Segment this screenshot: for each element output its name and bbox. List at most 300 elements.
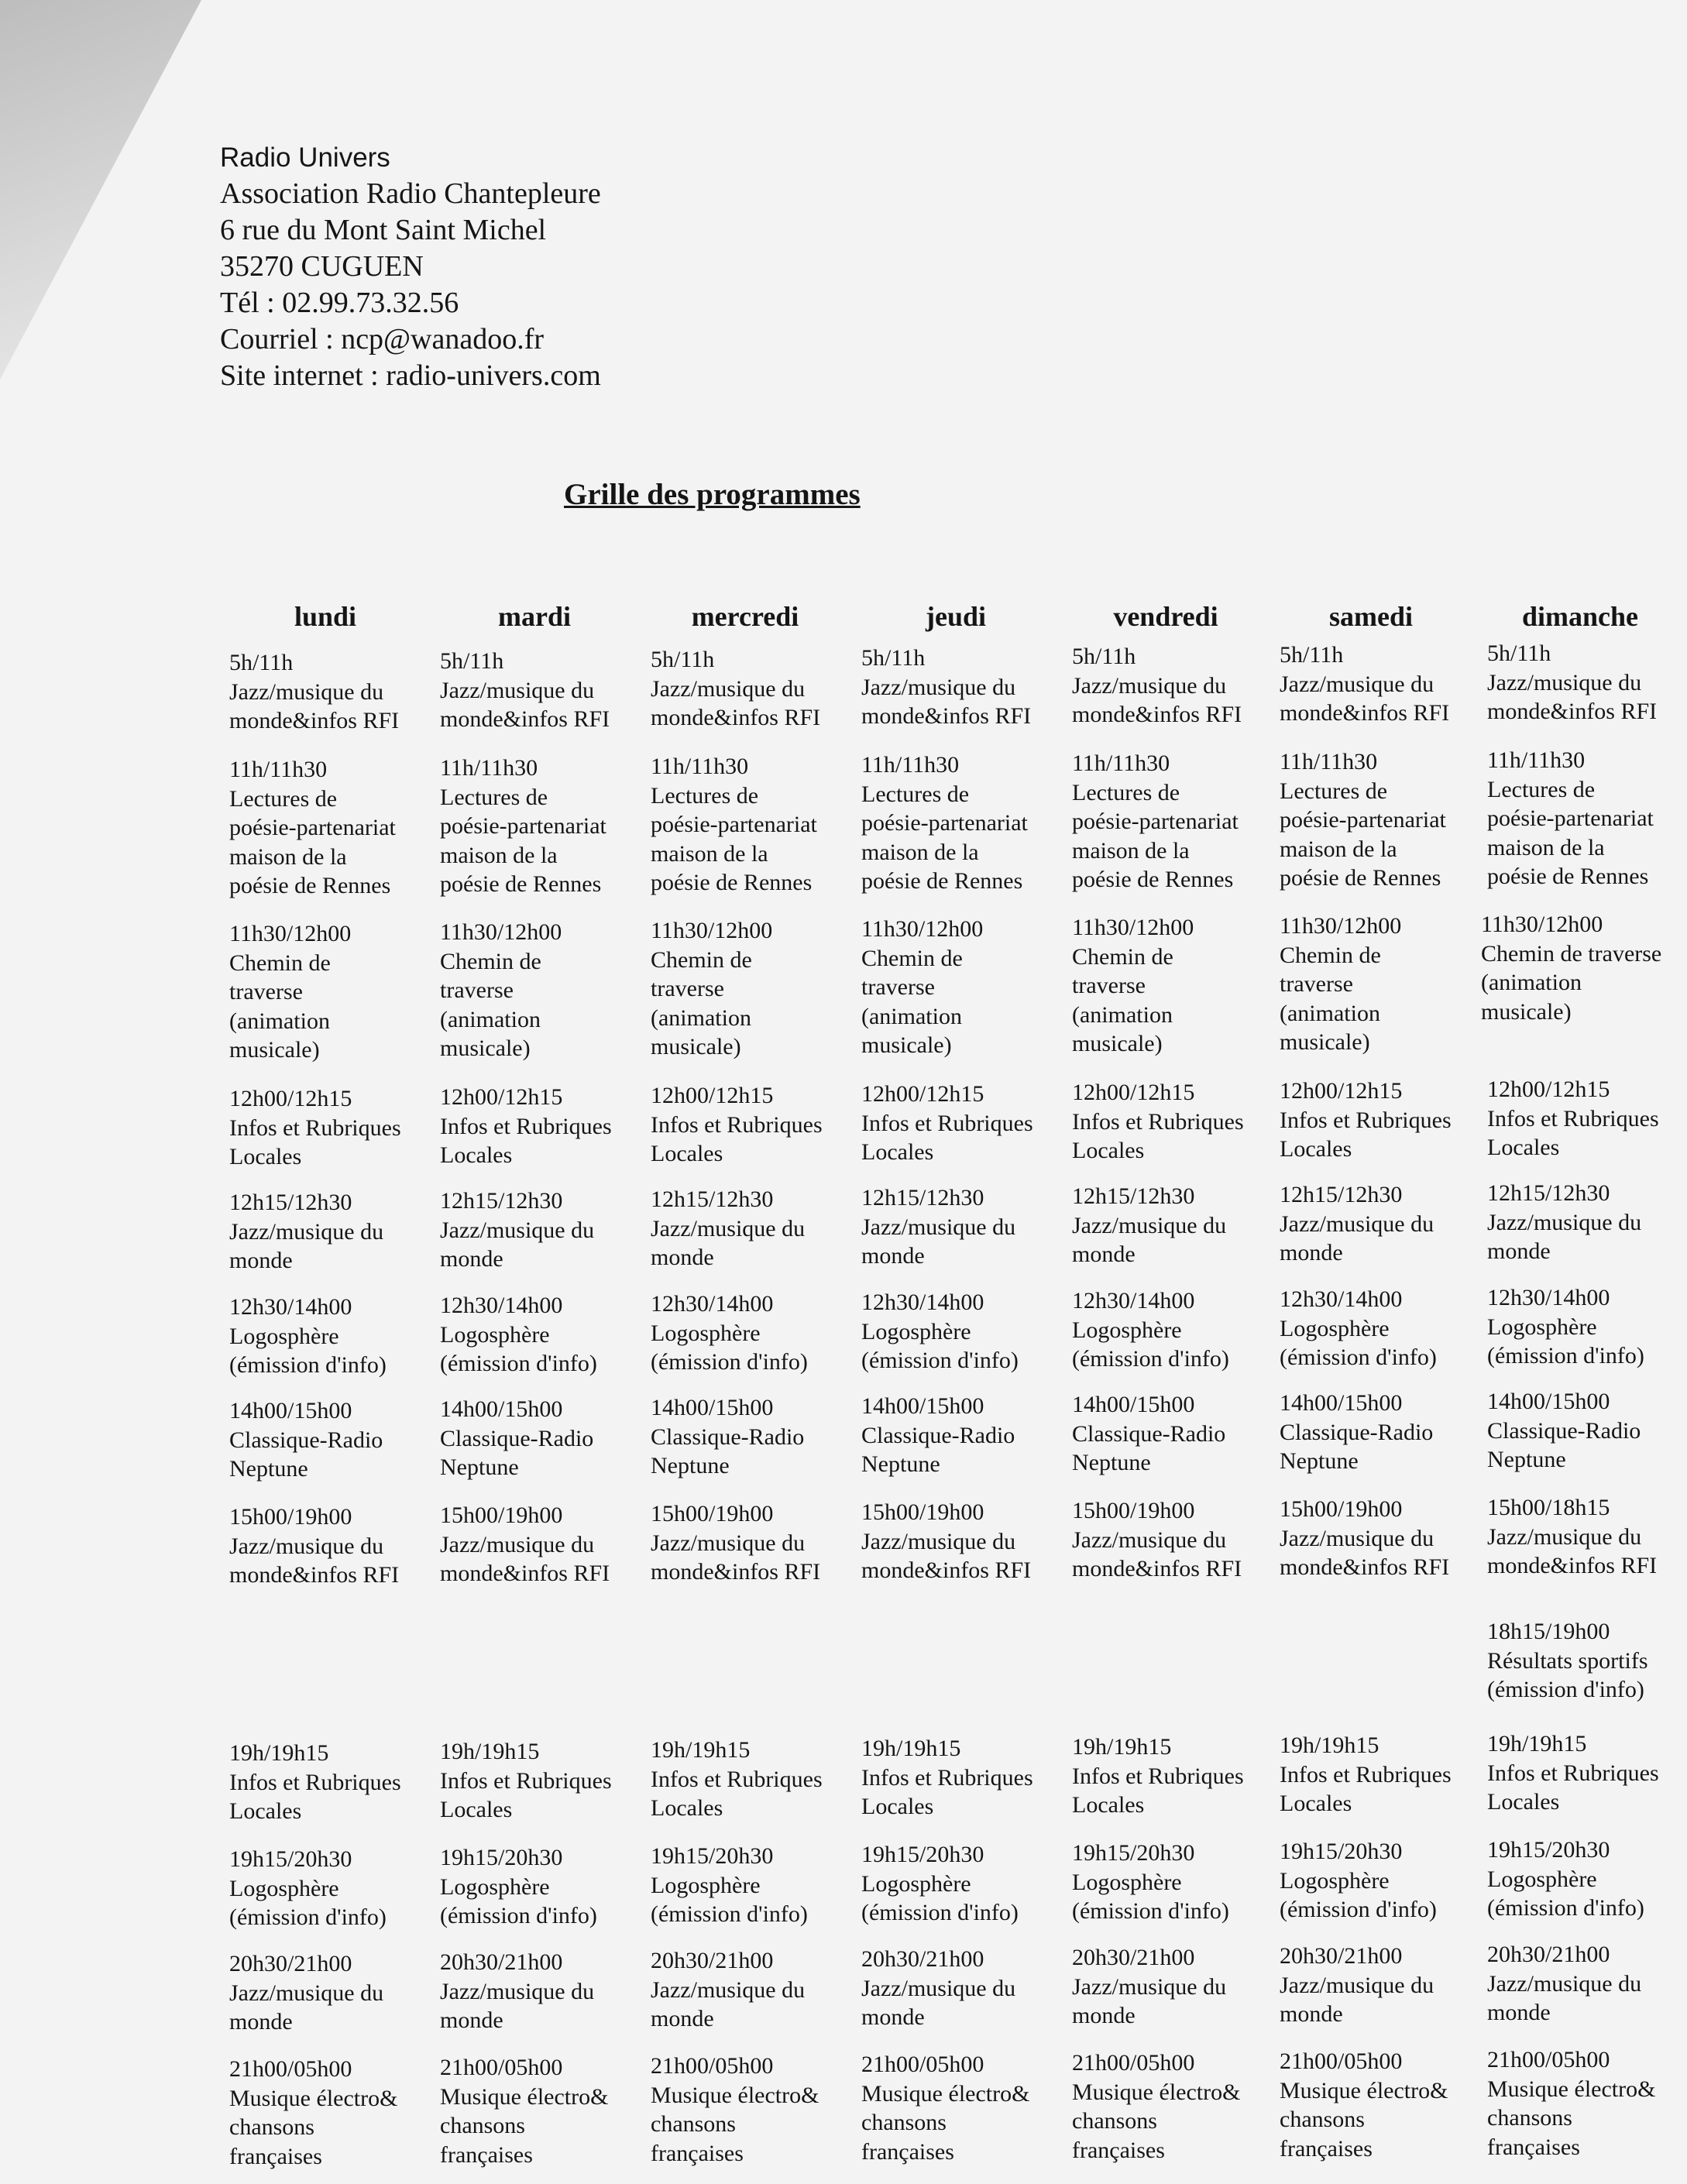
program-time: 19h15/20h30 [229,1846,352,1872]
program-line: monde&infos RFI [651,705,821,730]
program-line: poésie-partenariat [1487,805,1654,831]
program-time: 12h30/14h00 [651,1291,774,1317]
program-time: 11h/11h30 [229,757,328,782]
program-line: Logosphère [651,1320,761,1346]
program-line: (émission d'info) [1487,1677,1644,1702]
program-time: 11h/11h30 [1280,749,1378,774]
program-line: monde&infos RFI [1280,1554,1450,1580]
program-cell [1280,1731,1485,1818]
program-line: poésie-partenariat [440,813,606,839]
program-time: 19h/19h15 [1072,1734,1172,1760]
program-cell [1072,749,1277,895]
program-line: (animation [1072,1001,1173,1028]
program-line: Lectures de [440,784,548,810]
program-line: Locales [861,1794,934,1819]
program-line: françaises [440,2141,533,2168]
program-line: Jazz/musique du [1072,1212,1227,1238]
phone-number: Tél : 02.99.73.32.56 [220,287,459,319]
program-line: Neptune [440,1454,519,1480]
program-line: monde [651,1245,714,1270]
program-cell [1072,913,1277,1059]
program-time: 12h00/12h15 [440,1084,563,1110]
program-time: 11h30/12h00 [861,916,984,942]
program-line: monde [861,2004,925,2030]
program-time: 21h00/05h00 [1487,2047,1610,2072]
program-time: 15h00/19h00 [861,1499,984,1525]
program-line: (animation [861,1003,962,1029]
program-cell [1072,2048,1277,2165]
program-line: Jazz/musique du [1487,1970,1642,1997]
program-cell [1487,1283,1687,1371]
program-line: (émission d'info) [1072,1346,1229,1372]
program-time: 12h30/14h00 [1280,1286,1403,1312]
program-time: 20h30/21h00 [1280,1943,1403,1969]
program-line: chansons [229,2114,314,2140]
program-line: maison de la [651,840,768,867]
program-time: 19h/19h15 [440,1739,540,1764]
program-time: 11h30/12h00 [1481,912,1603,937]
program-cell [651,1842,856,1929]
program-line: (émission d'info) [1072,1898,1229,1924]
program-line: poésie de Rennes [1280,865,1441,891]
program-cell [861,1840,1067,1928]
program-time: 19h15/20h30 [651,1843,774,1869]
program-line: maison de la [229,843,347,870]
program-line: françaises [651,2140,744,2166]
program-line: monde [1487,2000,1551,2025]
program-line: (animation [1481,970,1582,995]
program-cell [229,1845,435,1932]
program-time: 12h15/12h30 [651,1186,774,1212]
program-line: Jazz/musique du [1487,1523,1642,1550]
program-time: 12h30/14h00 [1487,1285,1610,1310]
program-cell [861,750,1067,896]
website-address: Site internet : radio-univers.com [220,359,601,392]
program-line: monde&infos RFI [651,1559,821,1585]
program-cell [651,1081,856,1169]
program-cell [1487,1387,1687,1475]
program-line: Chemin de traverse [1481,940,1662,967]
program-line: Logosphère [1487,1313,1597,1340]
program-time: 19h/19h15 [229,1740,329,1766]
program-line: monde [861,1243,925,1269]
program-line: Classique-Radio [229,1427,383,1453]
program-cell [1487,1835,1687,1923]
program-cell [1487,1617,1687,1705]
program-line: monde [229,1248,293,1273]
program-line: Jazz/musique du [229,1218,384,1245]
program-time: 21h00/05h00 [651,2053,774,2079]
program-line: monde&infos RFI [861,703,1032,729]
program-cell [229,1502,435,1590]
program-time: 11h30/12h00 [440,919,562,945]
program-line: monde&infos RFI [440,706,610,732]
program-line: musicale) [440,1035,531,1061]
program-time: 14h00/15h00 [229,1398,352,1423]
program-line: Classique-Radio [651,1423,805,1450]
station-name: Radio Univers [220,143,390,173]
program-line: Musique électro& [440,2083,609,2110]
program-line: Locales [651,1795,723,1821]
program-time: 19h15/20h30 [861,1842,984,1867]
program-line: monde&infos RFI [861,1557,1032,1583]
program-line: Infos et Rubriques [440,1113,612,1139]
program-line: monde [651,2006,714,2031]
scan-corner-shadow [0,0,201,379]
program-line: (émission d'info) [861,1900,1019,1925]
program-time: 11h30/12h00 [1280,913,1402,939]
program-line: (émission d'info) [1280,1897,1437,1922]
program-time: 21h00/05h00 [861,2052,984,2077]
program-line: monde&infos RFI [1072,1556,1242,1581]
program-line: Classique-Radio [1072,1420,1226,1447]
program-line: Musique électro& [861,2080,1030,2107]
program-time: 15h00/18h15 [1487,1495,1610,1520]
program-cell [1487,1940,1687,2028]
program-cell [440,1843,645,1931]
program-time: 12h00/12h15 [1280,1078,1403,1104]
program-line: Infos et Rubriques [229,1769,401,1795]
program-line: Jazz/musique du [1280,671,1434,697]
program-cell [651,1185,856,1272]
program-line: Jazz/musique du [1280,1210,1434,1237]
program-time: 11h/11h30 [1072,750,1170,776]
program-line: (émission d'info) [1487,1343,1644,1368]
program-cell [1280,1077,1485,1164]
program-cell [861,1288,1067,1375]
program-line: monde [229,2009,293,2035]
program-line: françaises [229,2143,322,2169]
program-time: 11h/11h30 [1487,747,1586,773]
program-line: Jazz/musique du [1487,669,1642,695]
program-time: 19h15/20h30 [1280,1839,1403,1864]
program-time: 12h00/12h15 [861,1081,984,1107]
document-title: Grille des programmes [564,478,861,511]
program-time: 11h/11h30 [861,752,960,778]
program-time: 19h/19h15 [1280,1732,1379,1758]
program-line: Résultats sportifs [1487,1647,1648,1674]
program-time: 19h15/20h30 [1487,1837,1610,1863]
program-line: Locales [861,1139,934,1165]
program-line: Classique-Radio [1280,1419,1434,1445]
program-cell [861,1498,1067,1585]
program-cell [229,919,435,1065]
day-header-5: samedi [1329,601,1413,632]
program-line: monde [1487,1238,1551,1264]
program-time: 12h30/14h00 [1072,1288,1195,1313]
program-line: Jazz/musique du [861,1214,1016,1240]
program-cell [651,2052,856,2168]
program-line: Infos et Rubriques [651,1766,823,1792]
program-time: 14h00/15h00 [1280,1390,1403,1416]
postal-city: 35270 CUGUEN [220,250,424,283]
program-time: 21h00/05h00 [1072,2050,1195,2076]
day-header-0: lundi [294,601,357,632]
program-cell [229,1739,435,1826]
program-time: 15h00/19h00 [651,1501,774,1526]
program-line: chansons [440,2113,525,2138]
program-line: Jazz/musique du [1280,1972,1434,1998]
program-line: Locales [1072,1792,1145,1818]
program-time: 5h/11h [1280,642,1344,668]
program-line: Locales [440,1142,513,1168]
program-line: monde&infos RFI [440,1561,610,1586]
program-line: françaises [1487,2134,1580,2160]
program-line: Infos et Rubriques [1072,1763,1244,1789]
program-line: musicale) [651,1034,741,1059]
program-line: (émission d'info) [861,1348,1019,1373]
program-time: 11h30/12h00 [1072,915,1194,940]
program-line: Lectures de [1487,776,1596,802]
program-line: Jazz/musique du [229,1980,384,2006]
program-time: 5h/11h [229,650,294,675]
program-time: 11h/11h30 [440,755,538,781]
program-line: Jazz/musique du [861,674,1016,700]
program-cell [440,1737,645,1825]
program-line: Lectures de [1072,779,1180,805]
program-line: traverse [1072,973,1146,998]
program-line: Infos et Rubriques [861,1110,1033,1136]
program-cell [1072,1182,1277,1269]
program-line: Logosphère [1280,1867,1390,1894]
program-line: Logosphère [861,1318,971,1344]
program-time: 21h00/05h00 [229,2056,352,2082]
program-cell [1072,1839,1277,1926]
program-time: 12h15/12h30 [1487,1180,1610,1206]
program-time: 5h/11h [440,648,504,674]
program-line: Jazz/musique du [1072,672,1227,699]
day-header-3: jeudi [925,601,986,632]
program-time: 20h30/21h00 [1487,1942,1610,1967]
program-cell [229,2055,435,2171]
program-line: Jazz/musique du [229,678,384,705]
program-cell [1072,1732,1277,1820]
program-line: poésie de Rennes [440,871,602,897]
program-cell [440,1083,645,1170]
program-time: 12h15/12h30 [229,1190,352,1215]
program-time: 12h00/12h15 [1487,1077,1610,1102]
program-line: Jazz/musique du [1487,1209,1642,1235]
program-line: monde [440,1246,503,1272]
program-line: Jazz/musique du [440,677,595,703]
program-time: 12h30/14h00 [229,1294,352,1320]
program-line: Logosphère [1072,1869,1182,1895]
program-time: 20h30/21h00 [861,1946,984,1972]
program-cell [651,1393,856,1481]
program-cell [861,1392,1067,1479]
program-line: Jazz/musique du [1072,1526,1227,1553]
program-line: Jazz/musique du [651,1530,806,1556]
program-time: 15h00/19h00 [1280,1496,1403,1522]
program-time: 12h15/12h30 [1280,1182,1403,1207]
program-cell [651,1499,856,1587]
program-cell [651,916,856,1062]
program-cell [229,648,435,736]
program-time: 19h/19h15 [861,1736,961,1761]
program-time: 5h/11h [1487,640,1551,666]
program-line: Neptune [651,1453,730,1478]
program-line: chansons [1072,2108,1157,2134]
program-line: Chemin de [1072,943,1173,970]
program-time: 19h15/20h30 [1072,1840,1195,1866]
program-line: Chemin de [861,945,963,971]
program-cell [440,1291,645,1379]
program-line: chansons [861,2110,947,2135]
program-cell [1487,2045,1687,2162]
program-line: Logosphère [861,1870,971,1897]
program-line: (animation [1280,1000,1380,1026]
program-line: monde&infos RFI [229,1562,400,1588]
day-header-4: vendredi [1113,601,1218,632]
program-line: poésie-partenariat [1280,807,1446,833]
program-time: 12h15/12h30 [1072,1183,1195,1209]
program-line: Infos et Rubriques [1487,1760,1659,1786]
program-cell [651,1736,856,1823]
program-line: Jazz/musique du [1072,1973,1227,2000]
program-line: (émission d'info) [1487,1895,1644,1921]
program-cell [861,1734,1067,1822]
program-line: Locales [1487,1135,1560,1160]
program-time: 11h30/12h00 [229,921,352,946]
program-line: monde [1072,2003,1136,2028]
program-line: maison de la [440,842,558,868]
program-cell [1481,910,1686,1026]
program-line: Locales [1072,1138,1145,1163]
program-time: 14h00/15h00 [651,1395,774,1420]
program-line: musicale) [1072,1031,1163,1056]
program-cell [1487,746,1687,891]
program-line: Jazz/musique du [651,1976,806,2003]
program-line: Locales [229,1798,302,1824]
program-line: chansons [651,2111,736,2137]
program-cell [1280,747,1485,893]
program-line: Chemin de [229,949,331,976]
program-line: françaises [1280,2135,1373,2162]
program-line: monde&infos RFI [229,708,400,733]
program-cell [229,1293,435,1380]
program-line: monde [1280,2001,1343,2027]
program-line: Locales [651,1141,723,1166]
program-cell [861,1183,1067,1271]
program-line: (émission d'info) [651,1349,808,1375]
program-cell [229,755,435,901]
program-line: françaises [861,2138,954,2165]
program-line: traverse [229,979,303,1004]
program-line: Infos et Rubriques [651,1111,823,1138]
program-line: Chemin de [1280,942,1381,968]
program-cell [1487,639,1687,726]
program-line: monde&infos RFI [1487,1553,1658,1578]
program-cell [1280,1942,1485,2029]
program-line: Classique-Radio [861,1422,1015,1448]
program-line: chansons [1280,2107,1365,2132]
program-line: poésie de Rennes [1487,864,1649,889]
program-line: Musique électro& [1072,2079,1241,2105]
program-line: Lectures de [861,781,970,807]
program-time: 14h00/15h00 [1072,1392,1195,1417]
program-time: 21h00/05h00 [440,2055,563,2080]
program-cell [651,1946,856,2034]
program-line: musicale) [861,1032,952,1058]
program-cell [1280,1837,1485,1925]
program-time: 19h/19h15 [1487,1731,1587,1756]
program-line: Musique électro& [229,2085,398,2111]
program-time: 12h30/14h00 [861,1289,984,1315]
program-time: 18h15/19h00 [1487,1619,1610,1644]
program-line: Infos et Rubriques [861,1764,1033,1791]
program-cell [1280,2047,1485,2163]
program-time: 15h00/19h00 [1072,1498,1195,1523]
program-line: Jazz/musique du [1280,1525,1434,1551]
program-cell [1280,912,1485,1057]
program-time: 12h00/12h15 [651,1083,774,1108]
program-cell [440,1395,645,1482]
program-line: Infos et Rubriques [1280,1761,1452,1787]
program-line: Infos et Rubriques [1072,1108,1244,1135]
program-cell [440,918,645,1063]
program-time: 12h15/12h30 [861,1185,984,1210]
program-line: poésie de Rennes [1072,867,1234,892]
program-line: Logosphère [229,1875,339,1901]
program-cell [440,1186,645,1274]
program-line: traverse [1280,971,1353,997]
program-line: (émission d'info) [440,1351,597,1376]
program-cell [861,644,1067,731]
program-time: 19h/19h15 [651,1737,751,1763]
program-line: Logosphère [1072,1317,1182,1343]
day-header-1: mardi [498,601,571,632]
program-line: Locales [229,1144,302,1169]
program-line: (animation [440,1006,541,1032]
program-time: 12h30/14h00 [440,1293,563,1318]
program-line: Neptune [1072,1450,1151,1475]
program-line: monde&infos RFI [1072,702,1242,727]
program-line: traverse [440,977,514,1003]
program-cell [651,645,856,733]
program-line: monde&infos RFI [1487,699,1658,724]
program-line: Jazz/musique du [861,1975,1016,2001]
program-line: Chemin de [651,946,752,973]
day-header-6: dimanche [1521,601,1638,632]
program-line: françaises [1072,2137,1165,2163]
program-line: musicale) [229,1037,320,1063]
program-cell [1072,1390,1277,1478]
program-line: Lectures de [651,782,759,809]
program-line: Lectures de [229,785,338,812]
program-line: (émission d'info) [651,1901,808,1927]
program-cell [651,752,856,898]
program-time: 14h00/15h00 [440,1396,563,1422]
program-line: Musique électro& [1280,2077,1448,2103]
program-cell [1072,1286,1277,1374]
program-line: Jazz/musique du [440,1978,595,2004]
program-line: Locales [1280,1136,1352,1162]
program-cell [861,1080,1067,1167]
program-line: (animation [229,1008,330,1034]
program-time: 5h/11h [1072,644,1136,669]
program-line: (animation [651,1004,751,1031]
program-line: Logosphère [1280,1315,1390,1341]
program-cell [651,1289,856,1377]
program-time: 20h30/21h00 [229,1951,352,1976]
program-line: Neptune [1487,1447,1566,1472]
program-cell [1487,1075,1687,1162]
program-cell [440,2053,645,2169]
program-line: poésie-partenariat [229,815,396,840]
program-time: 14h00/15h00 [1487,1389,1610,1414]
program-cell [1072,642,1277,730]
program-line: monde [440,2007,503,2033]
